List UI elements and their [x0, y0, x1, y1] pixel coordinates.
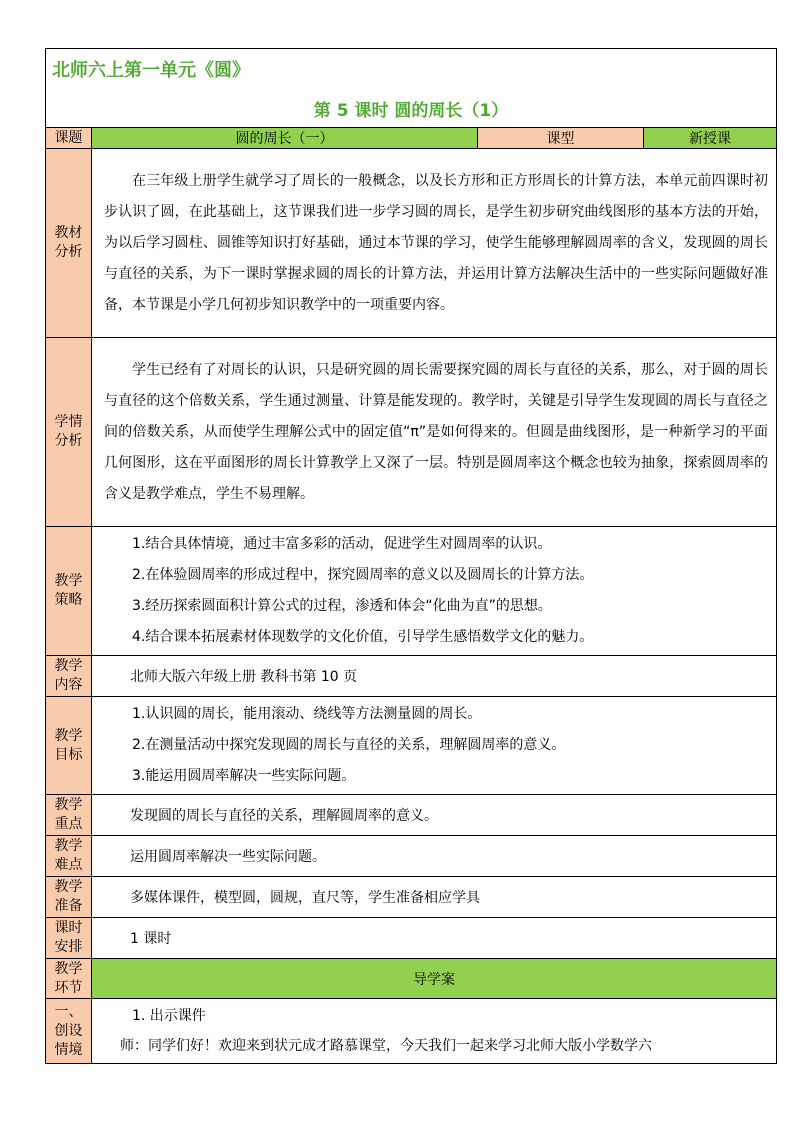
strategy-item: 4.结合课本拓展素材体现数学的文化价值，引导学生感悟数学文化的魅力。: [132, 629, 594, 645]
intro-label: 一、 创设 情境: [46, 999, 92, 1064]
material-analysis-label: 教材 分析: [46, 149, 92, 338]
lesson-type-label: 课型: [478, 128, 644, 149]
strategy-item: 2.在体验圆周率的形成过程中，探究圆周率的意义以及圆周长的计算方法。: [132, 567, 594, 583]
content-label: 教学 内容: [46, 656, 92, 697]
goal-item: 3.能运用圆周率解决一些实际问题。: [132, 768, 356, 784]
difficulty-label: 教学 难点: [46, 836, 92, 877]
material-analysis-text: 在三年级上册学生就学习了周长的一般概念，以及长方形和正方形周长的计算方法，本单元前四课时初步认识了圆，在此基础上，这节课我们进一步学习圆的周长，是学生初步研究曲线图形的基本方法的开始，为以后学习圆柱、圆锥等知识打好基础，通过本节课的学习，使学生能够理解圆周率的含义，发现圆的周长与直径的关系，为下一课时掌握求圆的周长的计算方法，并运用计算方法解决生活中的一些实际问题做好准备，本节课是小学几何初步知识教学中的一项重要内容。: [92, 149, 777, 338]
goals-label: 教学 目标: [46, 697, 92, 795]
topic-label: 课题: [46, 128, 92, 149]
strategy-item: 1.结合具体情境，通过丰富多彩的活动，促进学生对圆周率的认识。: [132, 536, 552, 552]
preparation-text: 多媒体课件，模型圆，圆规，直尺等，学生准备相应学具: [92, 877, 777, 918]
goals-list: [92, 697, 777, 795]
preparation-label: 教学 准备: [46, 877, 92, 918]
process-label: 教学 环节: [46, 959, 92, 999]
process-title: 导学案: [92, 959, 777, 999]
key-point-label: 教学 重点: [46, 795, 92, 836]
lesson-plan-table: [45, 48, 777, 1064]
schedule-text: 1 课时: [92, 918, 777, 959]
intro-text: [92, 999, 777, 1064]
content-text: 北师大版六年级上册 教科书第 10 页: [92, 656, 777, 697]
strategy-item: 3.经历探索圆面积计算公式的过程，渗透和体会“化曲为直”的思想。: [132, 598, 552, 614]
learner-analysis-text: 学生已经有了对周长的认识，只是研究圆的周长需要探究圆的周长与直径的关系，那么，对于圆的周长与直径的这个倍数关系，学生通过测量、计算是能发现的。教学时，关键是引导学生发现圆的周长与直径之间的倍数关系，从而使学生理解公式中的固定值“π”是如何得来的。但圆是曲线图形，是一种新学习的平面几何图形，这在平面图形的周长计算教学上又深了一层。特别是圆周率这个概念也较为抽象，探索圆周率的含义是教学难点，学生不易理解。: [92, 338, 777, 527]
lesson-title: 第 5 课时 圆的周长（1）: [46, 89, 777, 128]
difficulty-text: 运用圆周率解决一些实际问题。: [92, 836, 777, 877]
lesson-plan-page: [45, 48, 776, 1064]
strategy-list: [92, 527, 777, 656]
schedule-label: 课时 安排: [46, 918, 92, 959]
intro-line: 1. 出示课件: [132, 1008, 206, 1024]
series-title: 北师六上第一单元《圆》: [46, 49, 777, 90]
intro-line: 师：同学们好！欢迎来到状元成才路慕课堂，今天我们一起来学习北师大版小学数学六: [120, 1038, 652, 1054]
learner-analysis-label: 学情 分析: [46, 338, 92, 527]
strategy-label: 教学 策略: [46, 527, 92, 656]
topic-value: 圆的周长（一）: [92, 128, 478, 149]
lesson-type-value: 新授课: [644, 128, 777, 149]
key-point-text: 发现圆的周长与直径的关系，理解圆周率的意义。: [92, 795, 777, 836]
goal-item: 1.认识圆的周长，能用滚动、绕线等方法测量圆的周长。: [132, 706, 482, 722]
goal-item: 2.在测量活动中探究发现圆的周长与直径的关系，理解圆周率的意义。: [132, 737, 566, 753]
